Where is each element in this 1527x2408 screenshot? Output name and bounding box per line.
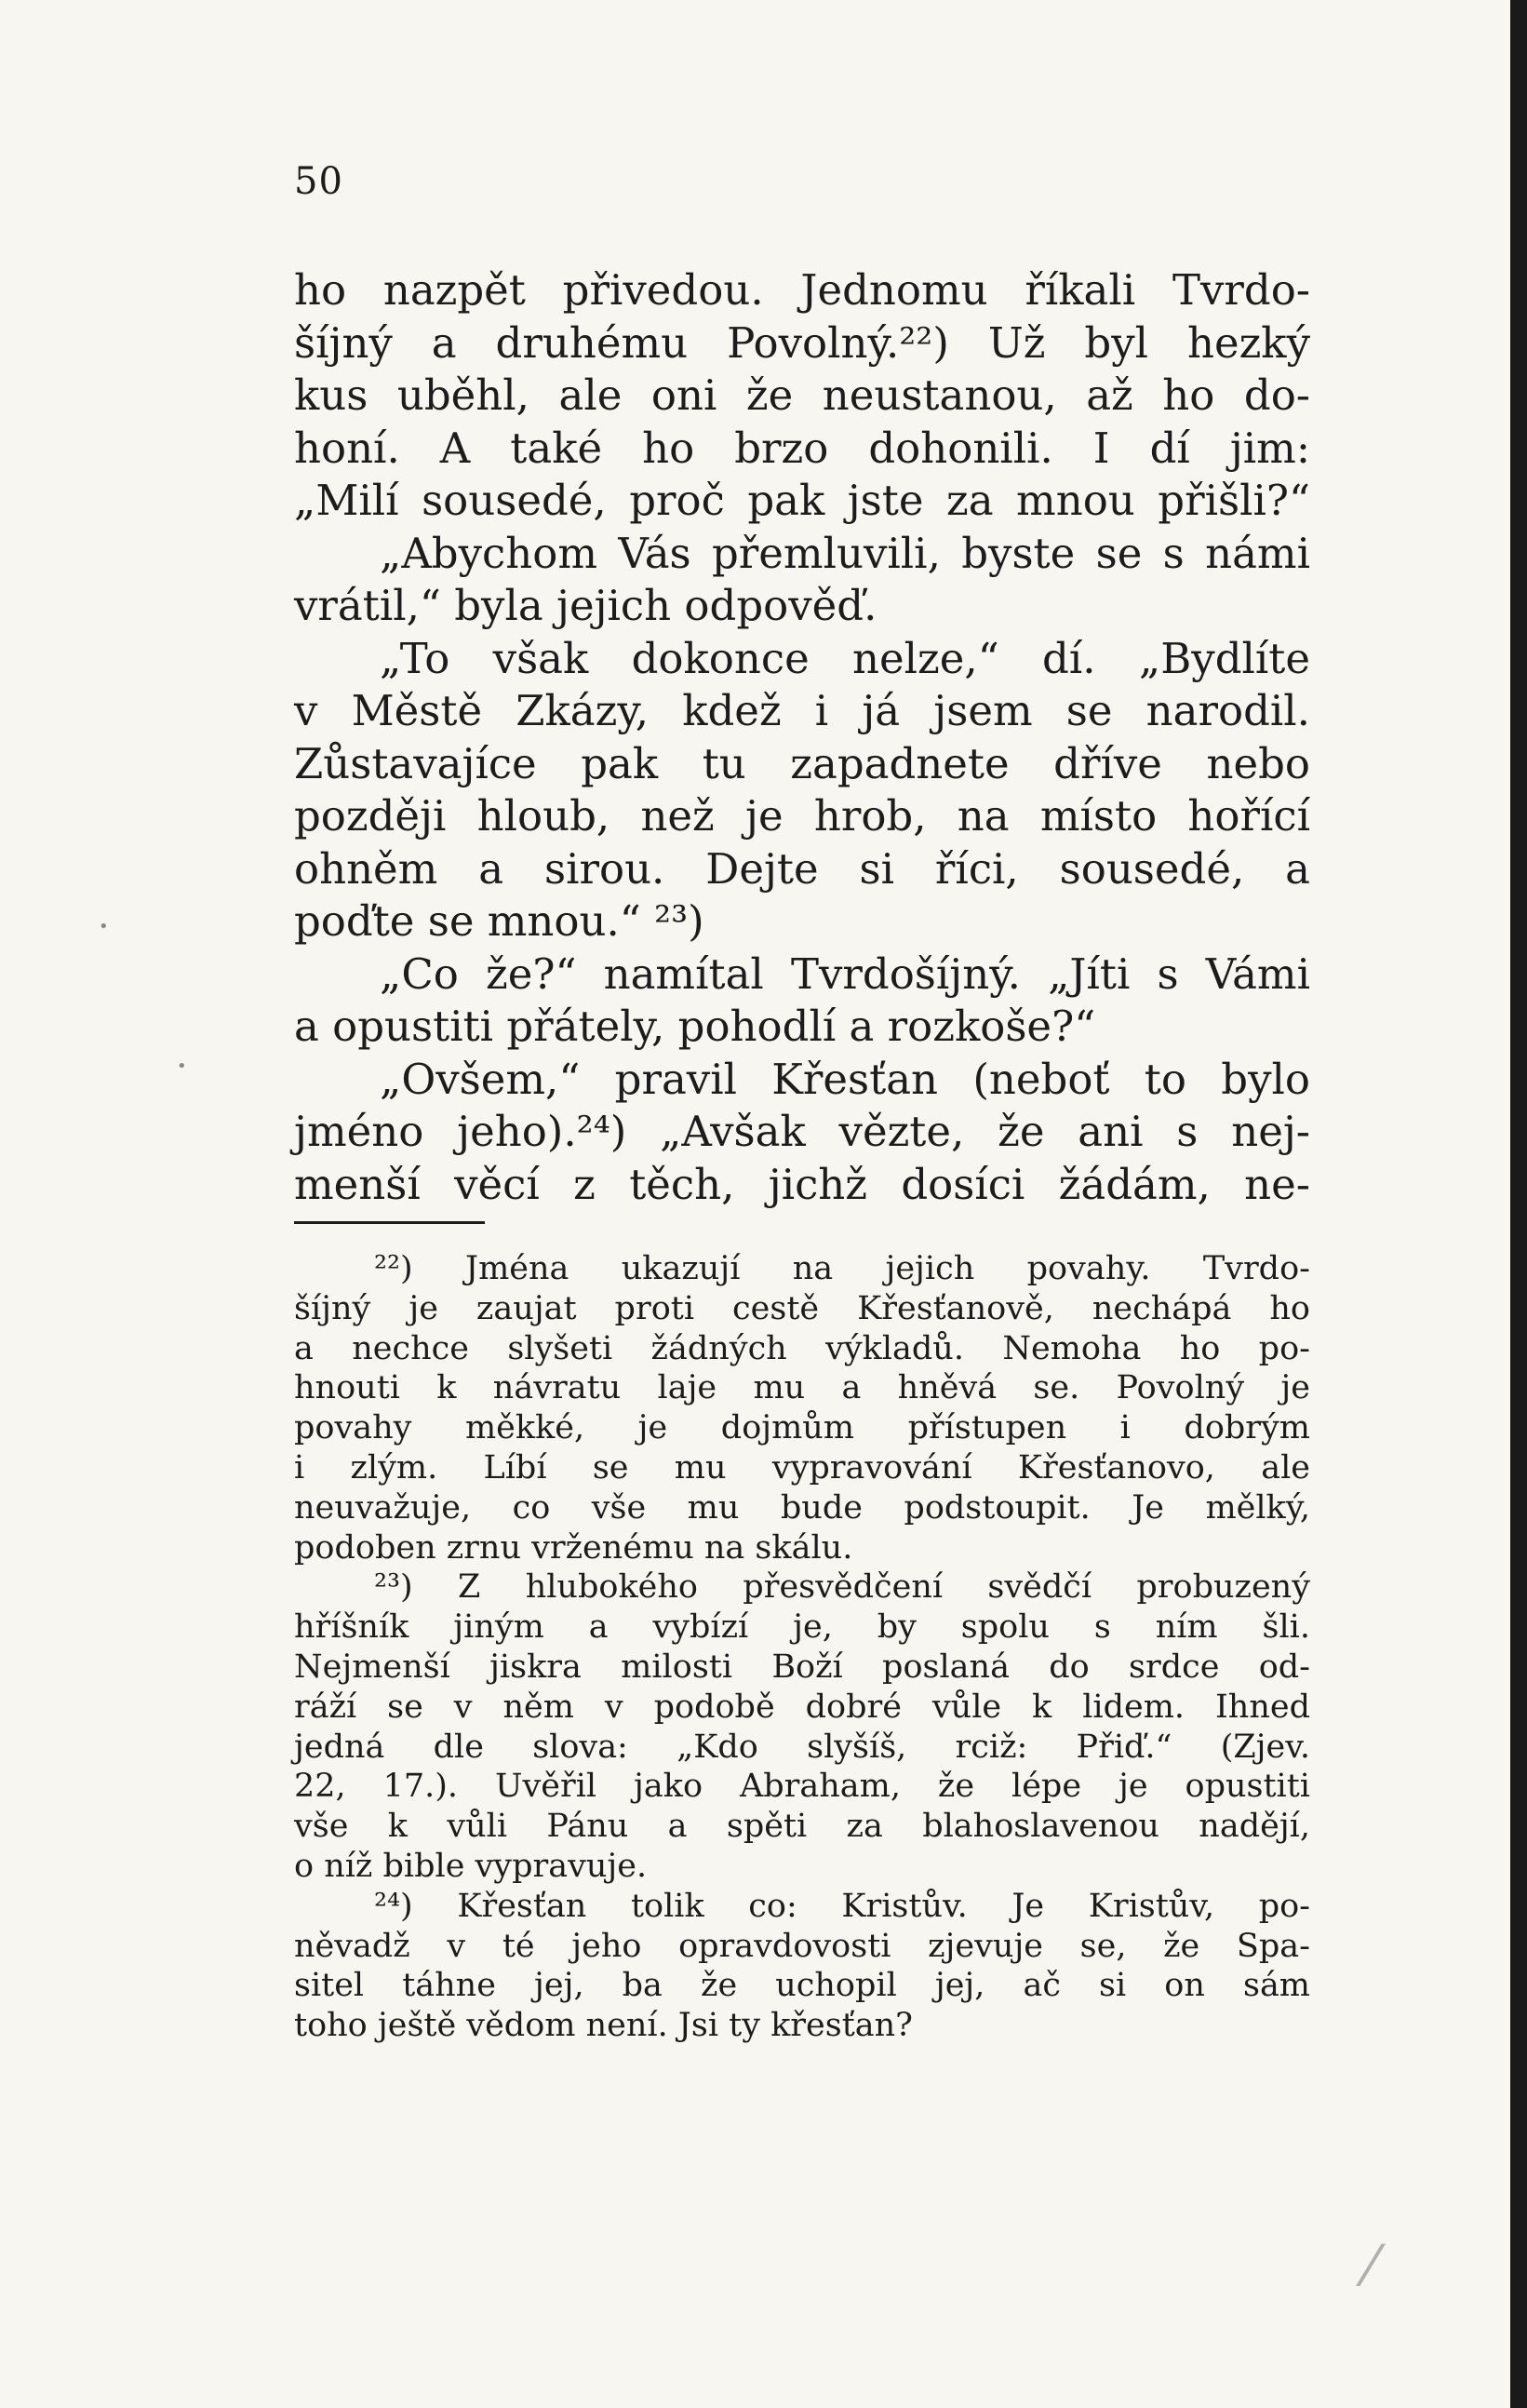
footnote-line: a nechce slyšeti žádných výkladů. Nemoha ho po- — [294, 1329, 1310, 1367]
footnote-line: šíjný je zaujat proti cestě Křesťanově, nechápá ho — [294, 1289, 1310, 1327]
footnote-line: Nejmenší jiskra milosti Boží poslaná do srdce od- — [294, 1648, 1310, 1686]
text-line: v Městě Zkázy, kdež i já jsem se narodil. — [294, 686, 1310, 735]
text-line: „Abychom Vás přemluvili, byste se s námi — [380, 528, 1310, 578]
text-line: kus uběhl, ale oni že neustanou, až ho do- — [294, 370, 1310, 420]
footnote-line: i zlým. Líbí se mu vypravování Křesťanovo, ale — [294, 1448, 1310, 1487]
footnote-line: jedná dle slova: „Kdo slyšíš, rciž: Přiď.“ (Zjev. — [294, 1728, 1310, 1766]
footnote-divider — [294, 1221, 485, 1224]
footnote-line: povahy měkké, je dojmům přístupen i dobrým — [294, 1409, 1310, 1447]
footnote-line: ²³) Z hlubokého přesvědčení svědčí probuzený — [374, 1568, 1310, 1607]
scan-speck: • — [177, 1056, 187, 1076]
text-line: šíjný a druhému Povolný.²²) Už byl hezký — [294, 317, 1310, 368]
footnote-line: hnouti k návratu laje mu a hněvá se. Povolný je — [294, 1369, 1310, 1407]
footnote-line: 22, 17.). Uvěřil jako Abraham, že lépe je opustiti — [294, 1768, 1310, 1806]
footnote-line: neuvažuje, co vše mu bude podstoupit. Je mělký, — [294, 1488, 1310, 1527]
footnote-line: ²⁴) Křesťan tolik co: Kristův. Je Kristův, po- — [374, 1887, 1310, 1925]
footnote-line: podoben zrnu vrženému na skálu. — [294, 1528, 853, 1567]
text-line: později hloub, než je hrob, na místo hořící — [294, 791, 1310, 841]
footnote-line: sitel táhne jej, ba že uchopil jej, ač si on sám — [294, 1967, 1310, 2005]
text-line: „Co že?“ namítal Tvrdošíjný. „Jíti s Vámi — [380, 948, 1310, 999]
footnote-line: něvadž v té jeho opravdovosti zjevuje se, že Spa- — [294, 1927, 1310, 1965]
text-line: „To však dokonce nelze,“ dí. „Bydlíte — [380, 633, 1310, 683]
text-line: Zůstavajíce pak tu zapadnete dříve nebo — [294, 738, 1310, 788]
scan-edge — [1510, 0, 1527, 2408]
text-line: vrátil,“ byla jejich odpověď. — [294, 581, 877, 630]
footnote-line: vše k vůli Pánu a spěti za blahoslavenou nadějí, — [294, 1808, 1310, 1846]
text-line: poďte se mnou.“ ²³) — [294, 896, 704, 946]
text-line: menší věcí z těch, jichž dosíci žádám, ne- — [294, 1159, 1310, 1209]
text-line: ohněm a sirou. Dejte si říci, sousedé, a — [294, 843, 1310, 894]
page-number: 50 — [294, 160, 343, 203]
scan-speck: • — [99, 917, 109, 936]
main-text — [294, 264, 1310, 1211]
footnote-line: hříšník jiným a vybízí je, by spolu s ním šli. — [294, 1608, 1310, 1647]
text-line: a opustiti přátely, pohodlí a rozkoše?“ — [294, 1002, 1096, 1051]
pencil-mark: ⁄ — [1366, 2234, 1376, 2299]
footnote-line: ²²) Jména ukazují na jejich povahy. Tvrdo- — [374, 1250, 1310, 1287]
text-line: jméno jeho).²⁴) „Avšak vězte, že ani s nej- — [294, 1107, 1310, 1156]
text-line: „Ovšem,“ pravil Křesťan (neboť to bylo — [380, 1054, 1310, 1104]
text-line: honí. A také ho brzo dohonili. I dí jim: — [294, 423, 1310, 473]
footnote-line: toho ještě vědom není. Jsi ty křesťan? — [294, 2007, 913, 2045]
text-line: „Milí sousedé, proč pak jste za mnou přišli?“ — [294, 476, 1310, 525]
footnote-line: ráží se v něm v podobě dobré vůle k lidem. Ihned — [294, 1688, 1310, 1726]
footnote-line: o níž bible vypravuje. — [294, 1847, 648, 1885]
text-line: ho nazpět přivedou. Jednomu říkali Tvrdo- — [294, 265, 1310, 315]
footnotes — [294, 1249, 1310, 2046]
